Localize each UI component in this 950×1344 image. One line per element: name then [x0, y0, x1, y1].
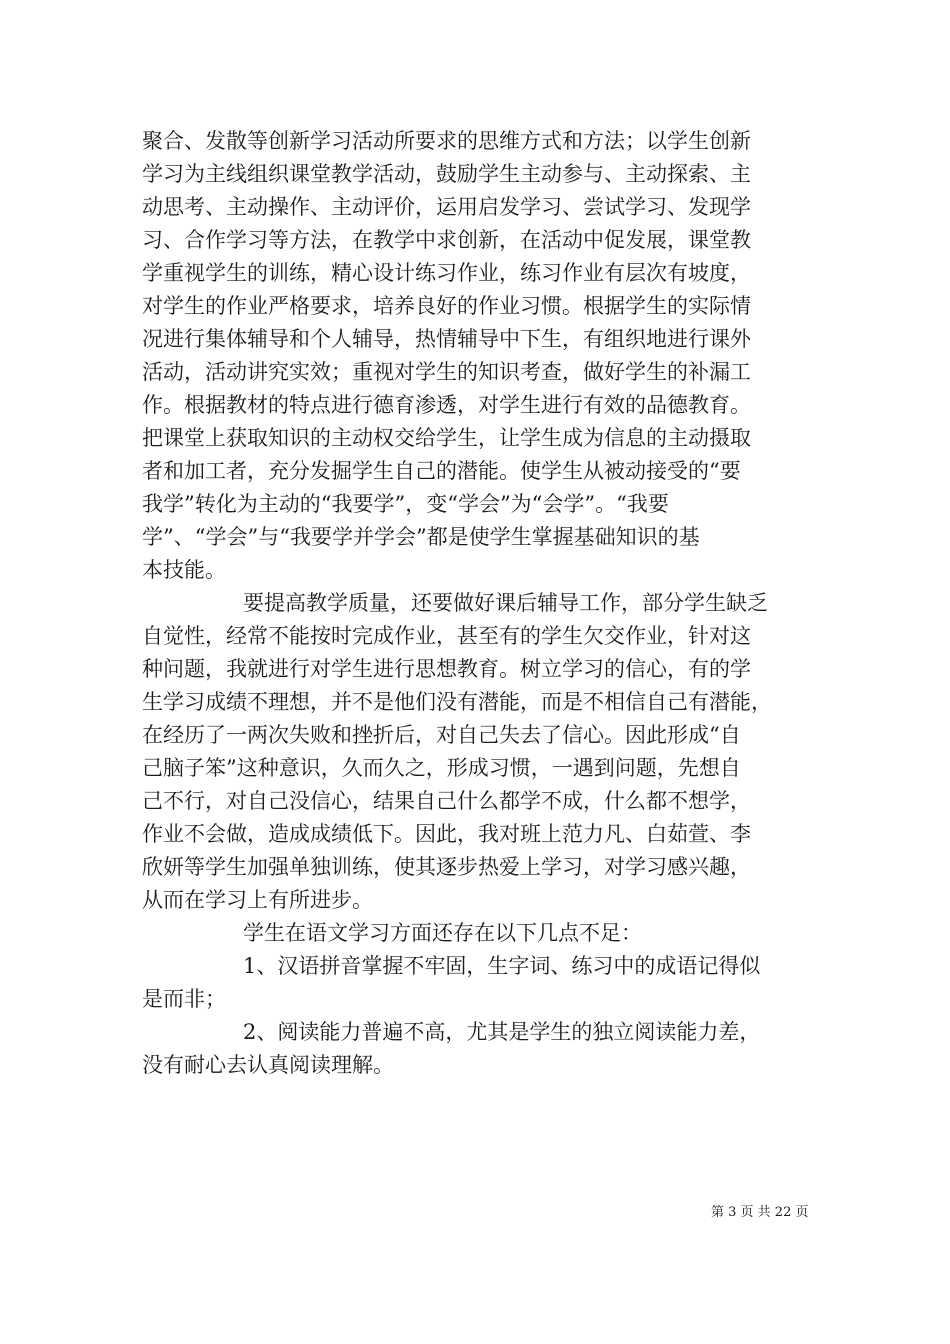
text-line: 本技能。	[142, 558, 226, 582]
text-line: 在经历了一两次失败和挫折后，对自己失去了信心。因此形成“自	[142, 723, 741, 747]
text-line: 是而非；	[142, 987, 226, 1011]
text-line: 者和加工者，充分发掘学生自己的潜能。使学生从被动接受的“要	[142, 459, 741, 483]
text-line: 聚合、发散等创新学习活动所要求的思维方式和方法；以学生创新	[142, 129, 751, 153]
page-number: 第 3 页 共 22 页	[711, 1205, 809, 1220]
text-line: 从而在学习上有所进步。	[142, 888, 373, 912]
text-line: 对学生的作业严格要求，培养良好的作业习惯。根据学生的实际情	[142, 294, 751, 318]
list-item-2: 2、阅读能力普遍不高，尤其是学生的独立阅读能力差，	[243, 1020, 761, 1044]
text-line: 种问题，我就进行对学生进行思想教育。树立学习的信心，有的学	[142, 657, 751, 681]
text-line: 作业不会做，造成成绩低下。因此，我对班上范力凡、白茹萱、李	[142, 822, 751, 846]
text-line: 生学习成绩不理想，并不是他们没有潜能，而是不相信自己有潜能，	[142, 690, 772, 714]
text-line: 动思考、主动操作、主动评价，运用启发学习、尝试学习、发现学	[142, 195, 751, 219]
text-line: 学”、“学会”与“我要学并学会”都是使学生掌握基础知识的基	[142, 525, 700, 549]
text-line: 学习为主线组织课堂教学活动，鼓励学生主动参与、主动探索、主	[142, 162, 751, 186]
text-line: 活动，活动讲究实效；重视对学生的知识考查，做好学生的补漏工	[142, 360, 751, 384]
paragraph-first-line: 学生在语文学习方面还存在以下几点不足：	[243, 921, 642, 945]
list-item-1: 1、汉语拼音掌握不牢固，生字词、练习中的成语记得似	[243, 954, 761, 978]
text-line: 学重视学生的训练，精心设计练习作业，练习作业有层次有坡度，	[142, 261, 751, 285]
text-line: 况进行集体辅导和个人辅导，热情辅导中下生，有组织地进行课外	[142, 327, 751, 351]
text-line: 习、合作学习等方法，在教学中求创新，在活动中促发展，课堂教	[142, 228, 751, 252]
text-line: 作。根据教材的特点进行德育渗透，对学生进行有效的品德教育。	[142, 393, 751, 417]
text-line: 欣妍等学生加强单独训练，使其逐步热爱上学习，对学习感兴趣，	[142, 855, 751, 879]
paragraph-first-line: 要提高教学质量，还要做好课后辅导工作，部分学生缺乏	[243, 591, 768, 615]
text-line: 己不行，对自己没信心，结果自己什么都学不成，什么都不想学，	[142, 789, 751, 813]
text-line: 把课堂上获取知识的主动权交给学生，让学生成为信息的主动摄取	[142, 426, 751, 450]
text-line: 己脑子笨”这种意识，久而久之，形成习惯，一遇到问题，先想自	[142, 756, 741, 780]
text-line: 没有耐心去认真阅读理解。	[142, 1053, 394, 1077]
text-line: 我学”转化为主动的“我要学”，变“学会”为“会学”。“我要	[142, 492, 669, 516]
text-line: 自觉性，经常不能按时完成作业，甚至有的学生欠交作业，针对这	[142, 624, 751, 648]
